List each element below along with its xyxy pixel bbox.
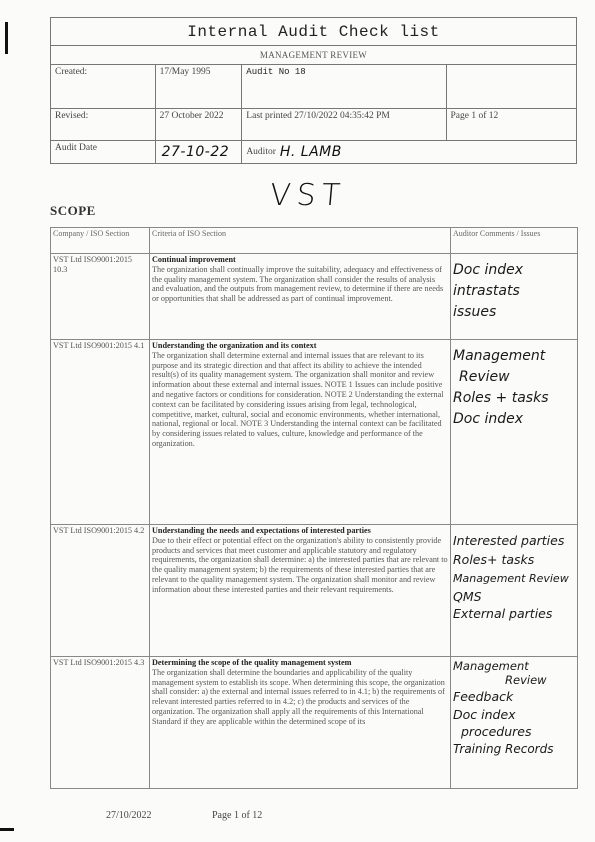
handwritten-note: External parties: [453, 606, 553, 621]
row-criteria: [150, 657, 451, 789]
handwritten-note: Roles + tasks: [453, 390, 549, 406]
criteria-title: Understanding the organization and its context: [152, 341, 317, 350]
table-row: [51, 254, 578, 340]
criteria-body: The organization shall determine the boundaries and applicability of the quality management system to establish its scope. When determining this scope, the organization shall consider: a) the external and internal issues referred to in 4.1; b) the requirements of relevant interested parties referred to in 4.2; c) the products and services of the organization. The organization shall apply all the requirements of this International Standard if they are applicable within the determined scope of its: [152, 667, 445, 726]
handwritten-note: Roles+ tasks: [453, 552, 535, 567]
handwritten-company-title: VST: [268, 178, 348, 213]
row-criteria: [150, 525, 451, 657]
document-title: Internal Audit Check list: [51, 18, 576, 46]
handwritten-note: intrastats: [453, 283, 520, 299]
header-row-audit-date: [51, 141, 576, 163]
scope-heading: SCOPE: [50, 203, 96, 218]
header-row-created: [51, 65, 576, 109]
criteria-title: Determining the scope of the quality management system: [152, 658, 352, 667]
row-criteria: [150, 254, 451, 340]
table-row: [51, 340, 578, 525]
handwritten-note: Feedback: [453, 689, 514, 704]
revised-label: Revised:: [51, 109, 156, 140]
row-handwritten-comments: [451, 340, 578, 525]
handwritten-note: Doc index: [453, 411, 524, 427]
row-criteria: [150, 340, 451, 525]
header-table: [50, 17, 577, 164]
footer-date: 27/10/2022: [106, 810, 152, 821]
row-handwritten-comments: [451, 657, 578, 789]
handwritten-note: Review: [505, 673, 547, 687]
criteria-title: Continual improvement: [152, 255, 236, 264]
criteria-body: The organization shall determine external and internal issues that are relevant to its purpose and its strategic direction and that affect its ability to achieve the intended result(s) of its quality management system. The organization shall monitor and review information about these external and internal issues. NOTE 1 Issues can include positive and negative factors or conditions for consideration. NOTE 2 Understanding the external context can be facilitated by considering issues arising from legal, technological, competitive, market, cultural, social and economic environments, whether international, national, regional or local. NOTE 3 Understanding the internal context can be facilitated by considering issues related to values, culture, knowledge and performance of the organization.: [152, 350, 444, 448]
audit-date-handwritten: 27-10-22: [156, 141, 243, 163]
row-section: VST Ltd ISO9001:2015 4.2: [51, 525, 150, 657]
table-row: [51, 657, 578, 789]
header-empty-cell: [447, 65, 577, 108]
auditor-label: Auditor: [246, 147, 276, 157]
row-section: VST Ltd ISO9001:2015 10.3: [51, 254, 150, 340]
scan-margin-mark-top: [5, 22, 8, 54]
footer-page-number: Page 1 of 12: [212, 810, 263, 821]
document-subtitle: MANAGEMENT REVIEW: [51, 46, 576, 65]
auditor-name-handwritten: H. LAMB: [279, 144, 342, 160]
handwritten-note: Doc index: [453, 262, 524, 278]
audit-checklist-table: [50, 227, 578, 789]
handwritten-note: Management: [453, 348, 546, 364]
handwritten-note: Interested parties: [453, 533, 565, 548]
handwritten-note: issues: [453, 304, 497, 320]
header-page-of: Page 1 of 12: [450, 111, 499, 121]
handwritten-note: Training Records: [453, 742, 554, 756]
column-header-criteria: Criteria of ISO Section: [150, 228, 451, 254]
audit-date-label: Audit Date: [51, 141, 156, 163]
revised-value: 27 October 2022: [156, 109, 243, 140]
row-section: VST Ltd ISO9001:2015 4.3: [51, 657, 150, 789]
scan-margin-mark-bottom: [0, 828, 14, 831]
row-handwritten-comments: [451, 254, 578, 340]
table-row: [51, 525, 578, 657]
criteria-title: Understanding the needs and expectations of interested parties: [152, 526, 371, 535]
handwritten-note: Review: [459, 369, 510, 385]
auditor-cell: [242, 141, 576, 163]
row-section: VST Ltd ISO9001:2015 4.1: [51, 340, 150, 525]
criteria-body: The organization shall continually improve the suitability, adequacy and effectiveness of the quality management system. The organization shall consider the results of analysis and evaluation, and the outputs from management review, to determine if there are needs or opportunities that shall be addressed as part of continual improvement.: [152, 264, 444, 304]
created-label: Created:: [51, 65, 156, 108]
last-printed: Last printed 27/10/2022 04:35:42 PM: [242, 109, 446, 140]
handwritten-note: Management: [453, 659, 529, 673]
table-header-row: [51, 228, 578, 254]
column-header-section: Company / ISO Section: [51, 228, 150, 254]
criteria-body: Due to their effect or potential effect on the organization's ability to consistently provide products and services that meet customer and applicable statutory and regulatory requirements, the organization shall determine: a) the interested parties that are relevant to the quality management system; b) the requirements of these interested parties that are relevant to the quality management system. The organization shall monitor and review information about these interested parties and their relevant requirements.: [152, 535, 448, 594]
handwritten-note: procedures: [461, 724, 532, 739]
handwritten-note: Management Review: [453, 572, 569, 585]
row-handwritten-comments: [451, 525, 578, 657]
handwritten-note: Doc index: [453, 707, 516, 722]
header-row-revised: [51, 109, 576, 141]
audit-number: Audit No 18: [242, 65, 446, 108]
handwritten-note: QMS: [453, 589, 482, 604]
column-header-comments: Auditor Comments / Issues: [451, 228, 578, 254]
created-value: 17/May 1995: [156, 65, 243, 108]
